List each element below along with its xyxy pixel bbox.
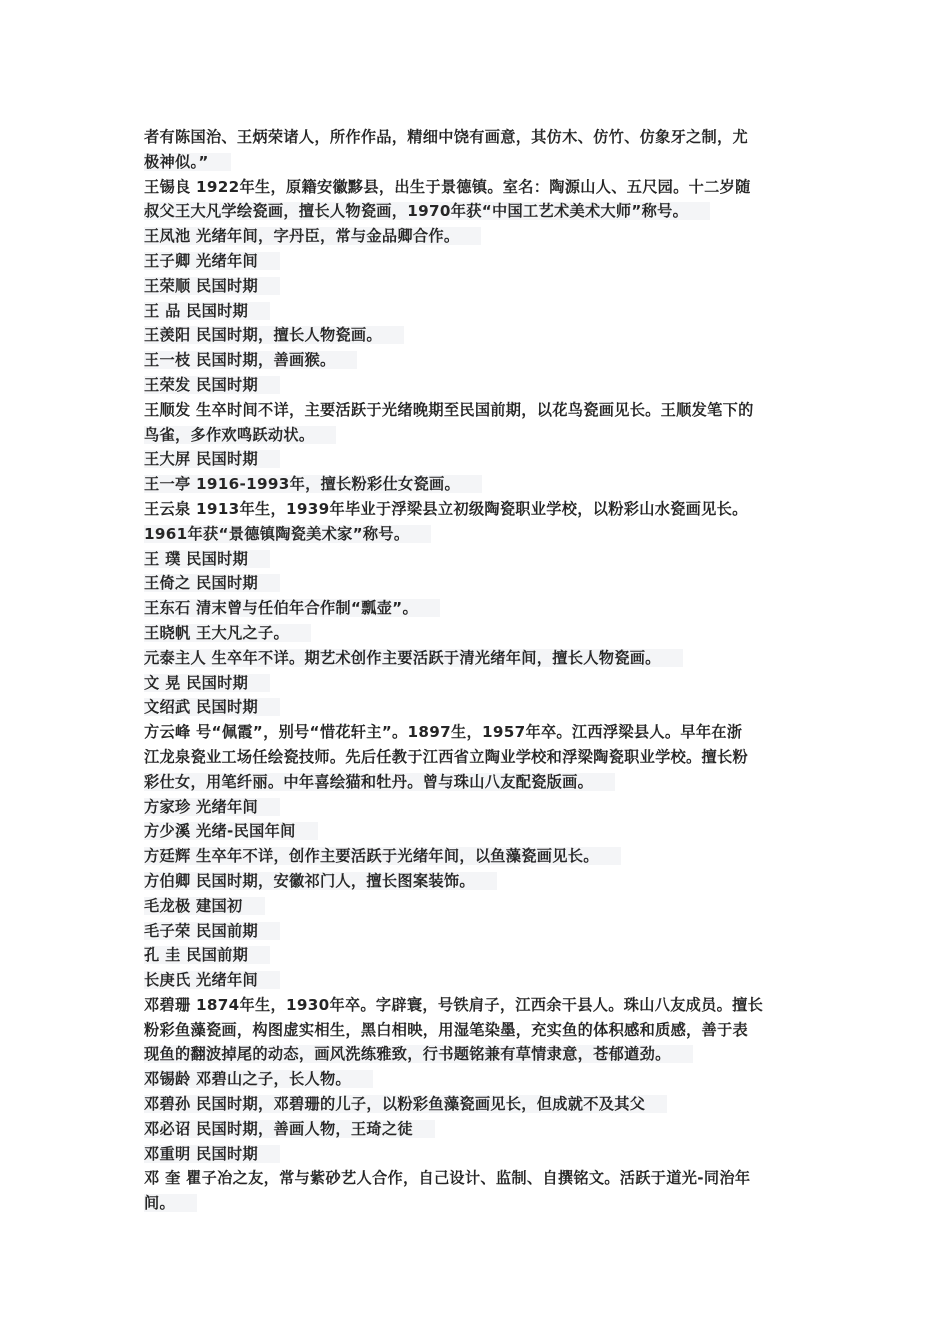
entry-line-text: 王大屏 民国时期 [144, 450, 280, 468]
entry-line [144, 125, 824, 150]
entry-line-text: 元泰主人 生卒年不详。期艺术创作主要活跃于清光绪年间，擅长人物瓷画。 [144, 649, 683, 667]
document-entry [144, 720, 824, 794]
entry-line [144, 323, 824, 348]
entry-line [144, 1191, 824, 1216]
entry-line [144, 571, 824, 596]
document-entry [144, 646, 824, 671]
document-entry [144, 819, 824, 844]
entry-line [144, 919, 824, 944]
document-entry [144, 571, 824, 596]
entry-line-text: 王子卿 光绪年间 [144, 252, 280, 270]
entry-line [144, 695, 824, 720]
entry-line [144, 621, 824, 646]
entry-line-text: 王羡阳 民国时期，擅长人物瓷画。 [144, 326, 404, 344]
entry-line-text: 长庚氏 光绪年间 [144, 971, 280, 989]
entry-line [144, 968, 824, 993]
entry-line-text: 邓必诏 民国时期，善画人物，王琦之徒 [144, 1120, 435, 1138]
entry-line-text: 彩仕女，用笔纤丽。中年喜绘猫和牡丹。曾与珠山八友配瓷版画。 [144, 773, 615, 791]
entry-line-text: 方伯卿 民国时期，安徽祁门人，擅长图案装饰。 [144, 872, 497, 890]
entry-line-text: 叔父王大凡学绘瓷画，擅长人物瓷画，1970年获“中国工艺术美术大师”称号。 [144, 202, 710, 220]
entry-line [144, 522, 824, 547]
entry-line [144, 447, 824, 472]
entry-line [144, 249, 824, 274]
entry-line-text: 邓碧孙 民国时期，邓碧珊的儿子，以粉彩鱼藻瓷画见长，但成就不及其父 [144, 1095, 667, 1113]
document-entry [144, 1142, 824, 1167]
document-entry [144, 894, 824, 919]
document-entry [144, 968, 824, 993]
entry-line [144, 150, 824, 175]
document-entry [144, 869, 824, 894]
entry-line [144, 1092, 824, 1117]
entry-line-text: 1961年获“景德镇陶瓷美术家”称号。 [144, 525, 431, 543]
entry-line-text: 邓碧珊 1874年生，1930年卒。字辟寰，号铁肩子，江西余干县人。珠山八友成员。擅长 [144, 995, 764, 1014]
document-entry [144, 125, 824, 175]
document-body [144, 125, 824, 1216]
entry-line-text: 方云峰 号“佩霞”，别号“惜花轩主”。1897生，1957年卒。江西浮梁县人。早年在浙 [144, 723, 743, 742]
entry-line [144, 274, 824, 299]
document-entry [144, 224, 824, 249]
entry-line-text: 现鱼的翻波掉尾的动态，画风洗练雅致，行书题铭兼有草情隶意，苍郁遒劲。 [144, 1045, 693, 1063]
entry-line-text: 王晓帆 王大凡之子。 [144, 624, 311, 642]
entry-line-text: 王顺发 生卒时间不详，主要活跃于光绪晚期至民国前期，以花鸟瓷画见长。王顺发笔下的 [144, 400, 754, 419]
document-entry [144, 323, 824, 348]
entry-line [144, 819, 824, 844]
document-entry [144, 373, 824, 398]
entry-line-text: 王 璞 民国时期 [144, 550, 270, 568]
entry-line [144, 770, 824, 795]
entry-line [144, 1117, 824, 1142]
entry-line-text: 者有陈国治、王炳荣诸人，所作作品，精细中饶有画意，其仿木、仿竹、仿象牙之制，尤 [144, 128, 749, 146]
document-entry [144, 1092, 824, 1117]
entry-line [144, 1067, 824, 1092]
document-entry [144, 596, 824, 621]
entry-line [144, 348, 824, 373]
entry-line-text: 毛子荣 民国前期 [144, 922, 280, 940]
entry-line [144, 1166, 824, 1191]
entry-line-text: 邓 奎 瞿子冶之友，常与紫砂艺人合作，自己设计、监制、自撰铭文。活跃于道光-同治年 [144, 1169, 751, 1188]
entry-line [144, 993, 824, 1018]
entry-line-text: 鸟雀，多作欢鸣跃动状。 [144, 426, 336, 444]
entry-line [144, 795, 824, 820]
document-entry [144, 1166, 824, 1216]
document-entry [144, 919, 824, 944]
entry-line [144, 745, 824, 770]
document-entry [144, 547, 824, 572]
document-entry [144, 447, 824, 472]
entry-line-text: 王 品 民国时期 [144, 302, 270, 320]
entry-line [144, 1042, 824, 1067]
entry-line-text: 方廷辉 生卒年不详，创作主要活跃于光绪年间，以鱼藻瓷画见长。 [144, 847, 621, 865]
entry-line-text: 王一枝 民国时期，善画猴。 [144, 351, 357, 369]
entry-line-text: 邓重明 民国时期 [144, 1145, 280, 1163]
entry-line-text: 邓锡龄 邓碧山之子，长人物。 [144, 1070, 373, 1088]
entry-line-text: 王荣顺 民国时期 [144, 277, 280, 295]
entry-line-text: 粉彩鱼藻瓷画，构图虚实相生，黑白相映，用湿笔染墨，充实鱼的体积感和质感，善于表 [144, 1020, 749, 1039]
document-entry [144, 398, 824, 448]
entry-line [144, 1142, 824, 1167]
entry-line [144, 299, 824, 324]
document-entry [144, 943, 824, 968]
document-entry [144, 621, 824, 646]
entry-line [144, 423, 824, 448]
entry-line [144, 398, 824, 423]
entry-line-text: 文 晃 民国时期 [144, 674, 270, 692]
document-entry [144, 175, 824, 225]
entry-line-text: 王锡良 1922年生，原籍安徽黟县，出生于景德镇。室名：陶源山人、五尺园。十二岁随 [144, 177, 751, 196]
entry-line-text: 王倚之 民国时期 [144, 574, 280, 592]
entry-line [144, 224, 824, 249]
document-entry [144, 993, 824, 1067]
entry-line-text: 王荣发 民国时期 [144, 376, 280, 394]
entry-line [144, 943, 824, 968]
document-entry [144, 348, 824, 373]
document-entry [144, 844, 824, 869]
document-entry [144, 274, 824, 299]
entry-line-text: 方家珍 光绪年间 [144, 798, 280, 816]
document-entry [144, 1067, 824, 1092]
entry-line-text: 孔 圭 民国前期 [144, 946, 270, 964]
entry-line [144, 472, 824, 497]
entry-line [144, 199, 824, 224]
entry-line [144, 894, 824, 919]
document-entry [144, 671, 824, 696]
entry-line-text: 间。 [144, 1194, 197, 1212]
document-entry [144, 795, 824, 820]
entry-line [144, 646, 824, 671]
entry-line [144, 175, 824, 200]
entry-line [144, 869, 824, 894]
entry-line [144, 547, 824, 572]
entry-line-text: 方少溪 光绪-民国年间 [144, 822, 318, 840]
entry-line-text: 王凤池 光绪年间，字丹臣，常与金品卿合作。 [144, 227, 481, 245]
entry-line-text: 极神似。” [144, 153, 231, 171]
document-entry [144, 249, 824, 274]
entry-line [144, 497, 824, 522]
document-entry [144, 695, 824, 720]
entry-line [144, 844, 824, 869]
entry-line-text: 王一亭 1916-1993年，擅长粉彩仕女瓷画。 [144, 475, 482, 493]
entry-line-text: 王东石 清末曾与任伯年合作制“瓢壶”。 [144, 599, 440, 617]
entry-line [144, 671, 824, 696]
document-entry [144, 497, 824, 547]
document-entry [144, 472, 824, 497]
document-entry [144, 299, 824, 324]
entry-line-text: 文绍武 民国时期 [144, 698, 280, 716]
entry-line [144, 720, 824, 745]
entry-line [144, 373, 824, 398]
document-entry [144, 1117, 824, 1142]
entry-line [144, 1018, 824, 1043]
entry-line [144, 596, 824, 621]
entry-line-text: 毛龙极 建国初 [144, 897, 265, 915]
entry-line-text: 王云泉 1913年生，1939年毕业于浮梁县立初级陶瓷职业学校，以粉彩山水瓷画见长。 [144, 499, 748, 518]
entry-line-text: 江龙泉瓷业工场任绘瓷技师。先后任教于江西省立陶业学校和浮梁陶瓷职业学校。擅长粉 [144, 747, 749, 766]
